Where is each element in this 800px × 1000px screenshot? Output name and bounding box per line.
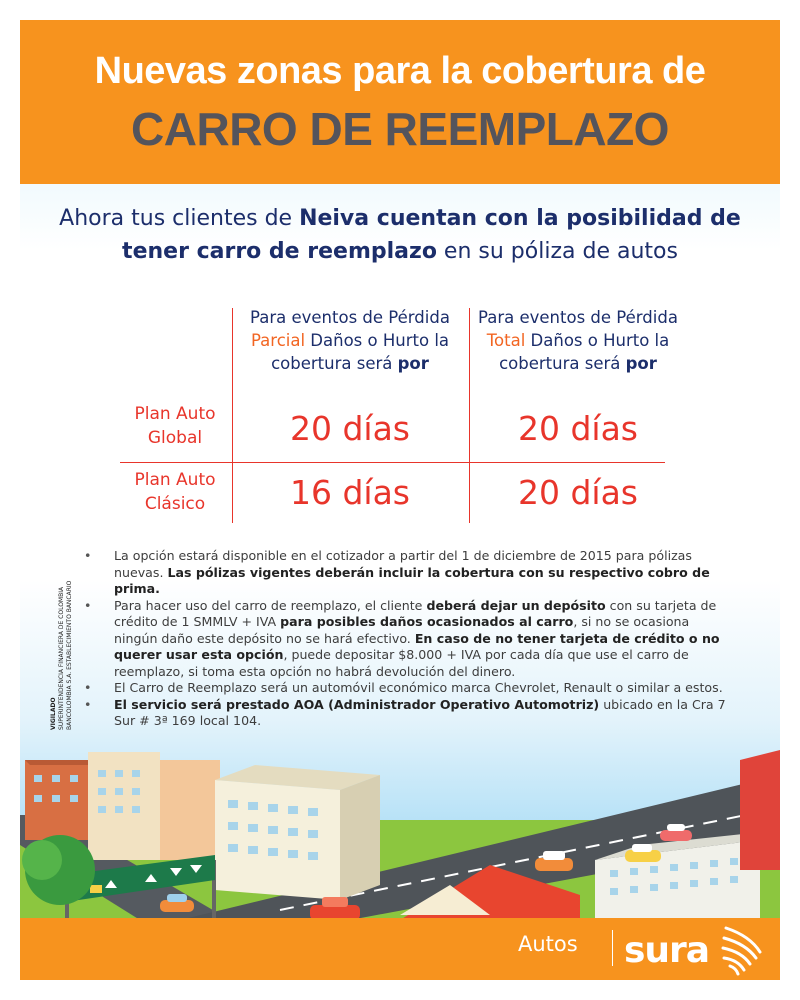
note-text: ubicado en la Cra 7 Sur # 3ª 169 local 104.: [114, 696, 726, 728]
note-bold: El servicio será prestado AOA (Administrador Operativo Automotriz): [114, 696, 600, 712]
sura-logo: [620, 922, 720, 974]
row-label-line-2: Global: [147, 428, 203, 448]
column-header-prefix: Para eventos de Pérdida: [478, 308, 678, 327]
note-bold: deberá dejar un depósito: [426, 597, 606, 613]
coverage-table: [20, 300, 780, 520]
table-divider-vertical-1: [232, 308, 233, 523]
column-header-middle: Daños o Hurto la cobertura será: [271, 331, 450, 373]
vigilado-superintendencia: SUPERINTENDENCIA FINANCIERA DE COLOMBIA: [58, 586, 65, 730]
column-header-bold: por: [625, 354, 657, 373]
row-label-clasico: [110, 468, 240, 516]
note-bold: En caso de no tener tarjeta de crédito o no querer usar esta opción: [114, 630, 720, 662]
notes-list: [84, 548, 734, 730]
note-text: , puede depositar $8.000 + IVA por cada día que use el carro de reemplazo, si toma esta opción no habrá devolución del dinero.: [114, 647, 689, 679]
note-text: , si no se ocasiona ningún daño este depósito no se hará efectivo.: [114, 614, 690, 646]
note-item: [84, 680, 734, 697]
tree-highlight: [22, 840, 62, 880]
column-header-prefix: Para eventos de Pérdida: [250, 308, 450, 327]
value-clasico-partial: 16 días: [289, 473, 410, 512]
title-line-1: Nuevas zonas para la cobertura de: [94, 50, 706, 92]
note-text: El Carro de Reemplazo será un automóvil económico marca Chevrolet, Renault o similar a estos.: [114, 680, 723, 695]
building-white: [215, 780, 340, 900]
infographic-card: [20, 20, 780, 980]
vigilado-label: VIGILADO: [50, 697, 57, 730]
city-illustration: [20, 720, 780, 920]
column-header-partial: [240, 306, 460, 375]
table-divider-vertical-2: [469, 308, 470, 523]
header-banner: [20, 20, 780, 184]
sign-label-plate: [90, 885, 102, 893]
sura-sun-icon: [720, 922, 770, 978]
vigilado-bank: BANCOLOMBIA S.A. ESTABLECIMIENTO BANCARIO: [66, 580, 73, 730]
note-bold: para posibles daños ocasionados al carro: [280, 614, 574, 629]
table-divider-horizontal: [120, 462, 665, 463]
footer-bar: [20, 918, 780, 980]
building-brick-roof: [25, 760, 95, 765]
column-header-bold: por: [397, 354, 429, 373]
note-item: [84, 548, 734, 598]
sura-wordmark: sura: [624, 930, 710, 971]
footer-divider: [612, 930, 613, 966]
note-item: [84, 598, 734, 681]
value-global-partial: 20 días: [289, 409, 410, 448]
note-bold: Las pólizas vigentes deberán incluir la cobertura con su respectivo cobro de prima.: [114, 564, 710, 596]
building-white-side: [340, 775, 380, 900]
note-text: con su tarjeta de crédito de 1 SMMLV + IVA: [114, 597, 717, 629]
row-label-line-1: Plan Auto: [134, 470, 216, 490]
column-header-highlight: Total: [486, 331, 526, 350]
building-peach: [160, 760, 220, 860]
row-label-line-1: Plan Auto: [134, 404, 216, 424]
note-text: La opción estará disponible en el cotizador a partir del 1 de diciembre de 2015 para pólizas nuevas.: [114, 548, 692, 580]
row-label-global: [110, 402, 240, 450]
intro-part-2: Neiva cuentan con la posibilidad de tener carro de reemplazo: [122, 206, 741, 264]
note-text: Para hacer uso del carro de reemplazo, el cliente: [114, 597, 427, 613]
footer-autos-label: Autos: [518, 932, 578, 956]
intro-part-3: en su póliza de autos: [436, 239, 678, 264]
value-clasico-total: 20 días: [517, 473, 638, 512]
row-label-line-2: Clásico: [144, 494, 206, 514]
column-header-middle: Daños o Hurto la cobertura será: [499, 331, 670, 373]
column-header-highlight: Parcial: [250, 331, 306, 350]
intro-text: [40, 202, 760, 268]
value-global-total: 20 días: [517, 409, 638, 448]
building-red: [740, 750, 780, 870]
title-line-2: CARRO DE REEMPLAZO: [131, 103, 669, 155]
intro-part-1: Ahora tus clientes de: [59, 206, 300, 231]
column-header-total: [468, 306, 688, 375]
